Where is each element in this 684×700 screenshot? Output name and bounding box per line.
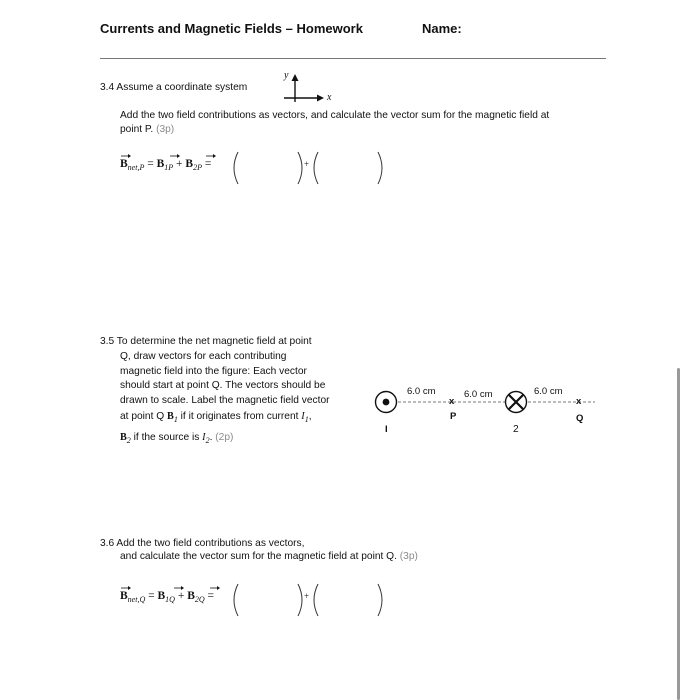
name-label: Name: [422,21,462,36]
q34-answer-brackets [228,148,388,190]
y-axis-label: y [284,70,289,81]
wire1-dot [383,399,390,406]
q35-line1: 3.5 To determine the net magnetic field at point [100,336,312,347]
q36-line2: and calculate the vector sum for the magnetic field at point Q. (3p) [120,551,418,562]
x-axis-label: x [327,92,332,103]
wire2-label: 2 [513,424,519,435]
header-divider [100,58,606,59]
distance-label-2: 6.0 cm [464,389,493,400]
q36-equation: $B_{net,Q} = B_{1Q} + B_{2Q}$ = [120,590,215,604]
point-Q-marker: x [576,396,582,407]
q35-line5: drawn to scale. Label the magnetic field vector [120,395,330,406]
q34-equation: $B_{net,P} = B_{1P} + B_{2P}$ = [120,158,212,172]
q36-line1: 3.6 Add the two field contributions as vectors, [100,538,305,549]
q34-bracket-plus: + [304,159,310,169]
q34-points: (3p) [156,124,175,135]
coordinate-system-diagram [284,68,344,108]
y-axis-arrowhead [292,74,299,81]
vertical-scrollbar[interactable] [677,368,680,700]
distance-label-3: 6.0 cm [534,386,563,397]
point-Q-label: Q [576,413,584,424]
wire1-label: I [385,424,388,435]
q36-vector-arrows [118,582,238,594]
q35-line4: should start at point Q. The vectors should be [120,380,326,391]
q35-line3: magnetic field into the figure: Each vector [120,366,307,377]
page-title: Currents and Magnetic Fields – Homework [100,21,363,36]
q35-points: (2p) [215,432,234,443]
q36-answer-brackets [228,580,388,622]
point-P-marker: x [449,396,455,407]
distance-label-1: 6.0 cm [407,386,436,397]
q34-instruction-line2: point P. (3p) [120,124,175,135]
x-axis-arrowhead [317,95,324,102]
q34-vector-arrows [118,150,238,162]
q36-points: (3p) [399,551,418,562]
q34-instruction-line1: Add the two field contributions as vectors, and calculate the vector sum for the magnetic field at [120,110,550,121]
q35-line2: Q, draw vectors for each contributing [120,351,287,362]
q35-line6: at point Q $B_1$ if it originates from current $I_1$, [120,411,312,424]
q35-line7: $B_2$ if the source is $I_2$. (2p) [120,432,234,445]
q36-bracket-plus: + [304,591,310,601]
point-P-label: P [450,411,457,422]
q34-intro: 3.4 Assume a coordinate system [100,82,248,93]
